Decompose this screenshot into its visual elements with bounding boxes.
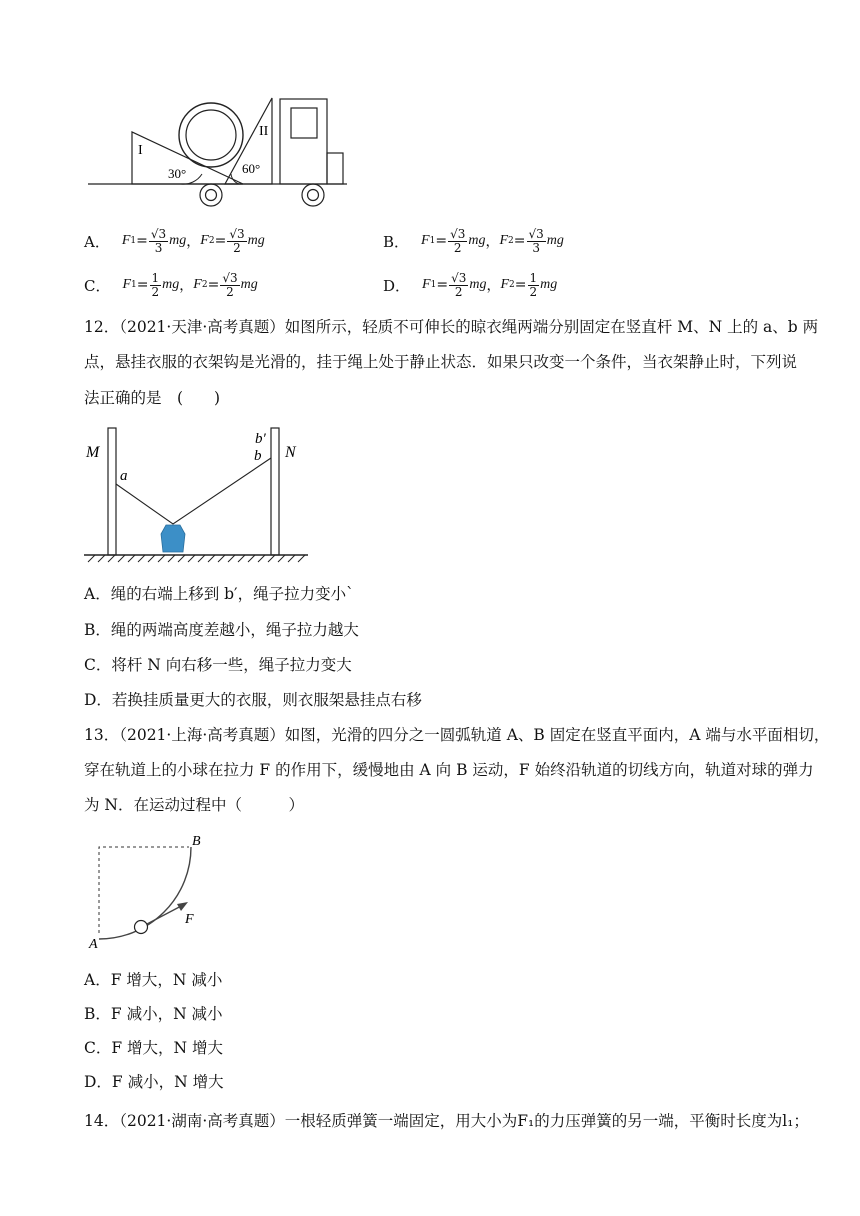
q13-stem-line1: 13．（2021·上海·高考真题）如图，光滑的四分之一圆弧轨道 A、B 固定在竖直平面内，A 端与水平面相切， bbox=[84, 726, 830, 744]
q12-option-d[interactable]: D．若换挂质量更大的衣服，则衣服架悬挂点右移 bbox=[84, 691, 422, 709]
fraction: $\frac{√3}{2}$ bbox=[450, 226, 466, 255]
wheel-left-inner bbox=[206, 190, 217, 201]
q13-option-a[interactable]: A．F 增大，N 减小 bbox=[84, 971, 223, 989]
wedge-I bbox=[132, 132, 243, 184]
wheel-right-outer bbox=[302, 184, 324, 206]
fraction: $\frac{√3}{3}$ bbox=[150, 226, 167, 255]
label-I: I bbox=[138, 143, 143, 158]
fraction: $\frac{√3}{2}$ bbox=[222, 270, 238, 299]
clothesline bbox=[116, 458, 271, 524]
angle-arc-60 bbox=[231, 174, 239, 184]
label-N: N bbox=[285, 444, 296, 461]
q12-option-a[interactable]: A．绳的右端上移到 b′，绳子拉力变小` bbox=[84, 585, 354, 603]
label-M: M bbox=[86, 444, 100, 461]
q13-figure bbox=[84, 828, 214, 953]
q12-stem-line1: 12．（2021·天津·高考真题）如图所示，轻质不可伸长的晾衣绳两端分别固定在竖直杆 M、N 上的 a、b 两 bbox=[84, 318, 819, 336]
pole-M bbox=[108, 428, 116, 555]
clothes-icon bbox=[161, 525, 185, 552]
wheel-right-inner bbox=[308, 190, 319, 201]
q13-stem-line3: 为 N．在运动过程中（ ） bbox=[84, 796, 304, 814]
pole-N bbox=[271, 428, 279, 555]
q11-option-a[interactable]: A． F 1 = $\frac{√3}{3}$ mg ， F 2 = $\frac{√3}{2}$ mg bbox=[84, 226, 265, 255]
truck-window bbox=[291, 108, 317, 138]
label-b-prime: b′ bbox=[255, 431, 266, 447]
label-II: II bbox=[259, 124, 269, 139]
fraction: $\frac{√3}{2}$ bbox=[229, 226, 245, 255]
truck-cab bbox=[280, 99, 327, 184]
q12-stem-line2: 点，悬挂衣服的衣架钩是光滑的，挂于绳上处于静止状态．如果只改变一个条件，当衣架静止时，下列说 bbox=[84, 353, 798, 371]
label-F: F bbox=[185, 912, 194, 927]
label-30: 30° bbox=[168, 166, 187, 181]
q13-option-d[interactable]: D．F 减小，N 增大 bbox=[84, 1073, 224, 1091]
fraction: $\frac{1}{2}$ bbox=[529, 270, 538, 299]
ball bbox=[135, 921, 148, 934]
fraction: $\frac{√3}{3}$ bbox=[528, 226, 544, 255]
label-60: 60° bbox=[242, 161, 261, 176]
q12-option-b[interactable]: B．绳的两端高度差越小，绳子拉力越大 bbox=[84, 621, 359, 639]
truck-front bbox=[327, 153, 343, 184]
dashed-guide bbox=[99, 847, 189, 933]
wheel-left-outer bbox=[200, 184, 222, 206]
q14-stem-line1: 14．（2021·湖南·高考真题）一根轻质弹簧一端固定，用大小为F₁的力压弹簧的另一端，平衡时长度为l₁； bbox=[84, 1112, 809, 1130]
label-A: A bbox=[89, 937, 98, 952]
label-B: B bbox=[192, 834, 201, 849]
q11-option-b[interactable]: B． F 1 = $\frac{√3}{2}$ mg ， F 2 = $\frac{√3}{3}$ mg bbox=[383, 226, 564, 255]
q11-option-c[interactable]: C． F 1 = $\frac{1}{2}$ mg ， F 2 = $\frac{√3}{2}$ mg bbox=[84, 270, 258, 299]
q13-option-c[interactable]: C．F 增大，N 增大 bbox=[84, 1039, 224, 1057]
ground-hatching bbox=[88, 555, 305, 562]
q12-stem-line3: 法正确的是 ( ) bbox=[84, 389, 221, 407]
label-b: b bbox=[254, 448, 262, 464]
label-a: a bbox=[120, 468, 128, 484]
cylinder-outer bbox=[179, 103, 243, 167]
q11-option-d[interactable]: D． F 1 = $\frac{√3}{2}$ mg ， F 2 = $\frac{1}{2}$ mg bbox=[383, 270, 558, 299]
cylinder-inner bbox=[186, 110, 236, 160]
fraction: $\frac{1}{2}$ bbox=[151, 270, 160, 299]
force-arrowhead bbox=[177, 902, 188, 911]
q13-stem-line2: 穿在轨道上的小球在拉力 F 的作用下，缓慢地由 A 向 B 运动，F 始终沿轨道的切线方向，轨道对球的弹力 bbox=[84, 761, 814, 779]
q12-option-c[interactable]: C．将杆 N 向右移一些，绳子拉力变大 bbox=[84, 656, 352, 674]
q13-option-b[interactable]: B．F 减小，N 减小 bbox=[84, 1005, 223, 1023]
fraction: $\frac{√3}{2}$ bbox=[451, 270, 467, 299]
q11-figure bbox=[85, 96, 350, 212]
q12-figure bbox=[82, 425, 312, 565]
